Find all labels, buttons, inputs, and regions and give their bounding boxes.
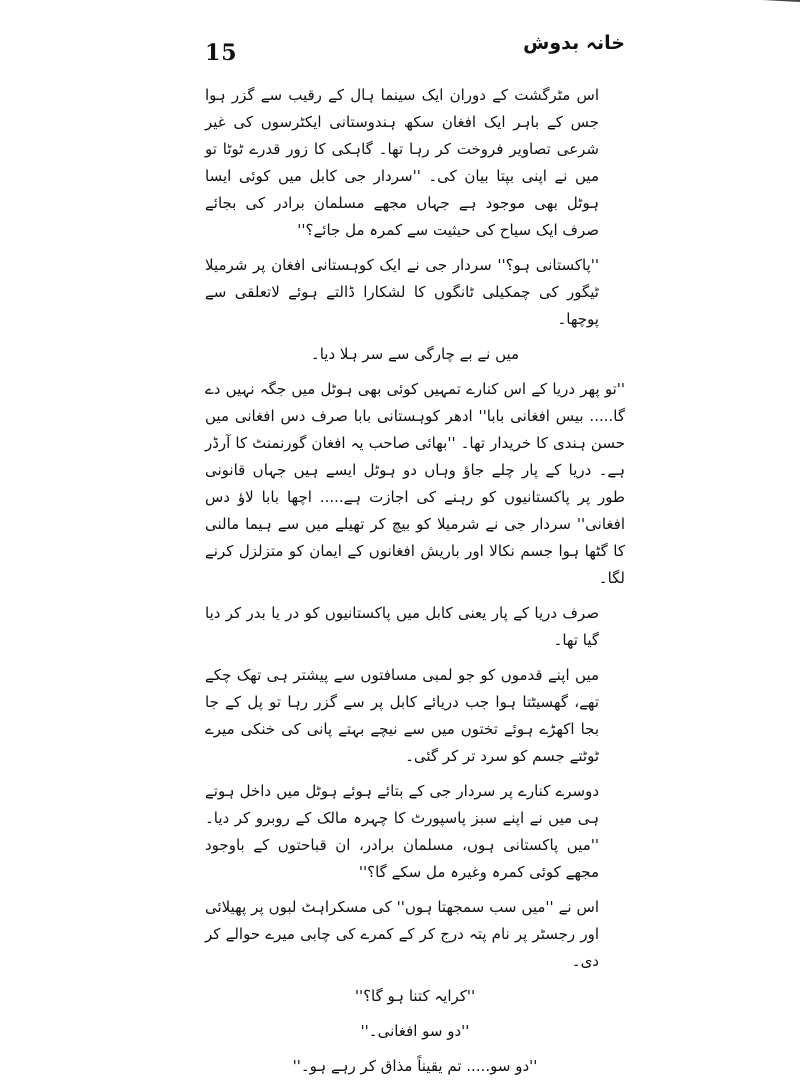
paragraph-9: ''کرایہ کتنا ہو گا؟'' [354,987,476,1005]
paragraph-3: میں نے بے چارگی سے سر ہلا دیا۔ [310,345,520,363]
paragraph-4: ''تو پھر دریا کے اس کنارے تمہیں کوئی بھی ہوٹل میں جگہ نہیں دے گا..... بیس افغانی بابا'' ادھر کوہستانی بابا صرف دس افغانی میں حسن ہندی کا خریدار تھا۔ ''بھائی صاحب یہ افغان گورنمنٹ کا آرڈر ہے۔ دریا کے پار چلے جاؤ وہاں دو ہوٹل ایسے ہیں جہاں قانونی طور پر پاکستانیوں کو رہنے کی اجازت ہے..... اچھا بابا لاؤ دس افغانی'' سردار جی نے شرمیلا کو بیچ کر تھیلے میں سے ہیما مالنی کا گٹھا ہوا جسم نکالا اور باریش افغانوں کے ایمان کو متزلزل کرنے لگا۔ [205,380,625,587]
page-header [205,30,625,74]
page-edge-line [690,0,800,2]
paragraph-1: اس مٹرگشت کے دوران ایک سینما ہال کے رقیب سے گزر ہوا جس کے باہر ایک افغان سکھ ہندوستانی ایکٹرسوں کی غیر شرعی تصاویر فروخت کر رہا تھا۔ گاہکی کا زور قدرے ٹوٹا تو میں نے اپنی بپتا بیان کی۔ ''سردار جی کابل میں کوئی ایسا ہوٹل بھی موجود ہے جہاں مجھے مسلمان برادر کی بجائے صرف ایک سیاح کی حیثیت سے کمرہ مل جائے؟'' [205,86,599,239]
paragraph-11: ''دو سو..... تم یقیناً مذاق کر رہے ہو۔'' [292,1057,538,1075]
paragraph-2: ''پاکستانی ہو؟'' سردار جی نے ایک کوہستانی افغان پر شرمیلا ٹیگور کی چمکیلی ٹانگوں کا لشکارا ڈالتے ہوئے لاتعلقی سے پوچھا۔ [205,256,599,328]
body-text [205,82,625,1088]
running-title: خانہ بدوش [523,32,625,54]
paragraph-5: صرف دریا کے پار یعنی کابل میں پاکستانیوں کو در یا بدر کر دیا گیا تھا۔ [205,604,599,649]
paragraph-7: دوسرے کنارے پر سردار جی کے بتائے ہوئے ہوٹل میں داخل ہوتے ہی میں نے اپنے سبز پاسپورٹ کا چہرہ مالک کے روبرو کر دیا۔ ''میں پاکستانی ہوں، مسلمان برادر، ان قباحتوں کے باوجود مجھے کوئی کمرہ وغیرہ مل سکے گا؟'' [205,782,599,881]
page-number: 15 [205,40,238,66]
paragraph-10: ''دو سو افغانی۔'' [360,1022,470,1040]
paragraph-6: میں اپنے قدموں کو جو لمبی مسافتوں سے پیشتر ہی تھک چکے تھے، گھسیٹتا ہوا جب دریائے کابل پر سے گزر رہا تو پل کے جا بجا اکھڑے ہوئے تختوں میں سے نیچے بہتے پانی کی خنکی میرے ٹوٹتے جسم کو سرد تر کر گئی۔ [205,666,599,765]
paragraph-8: اس نے ''میں سب سمجھتا ہوں'' کی مسکراہٹ لبوں پر پھیلائی اور رجسٹر پر نام پتہ درج کر کے کمرے کی چابی میرے حوالے کر دی۔ [205,898,599,970]
